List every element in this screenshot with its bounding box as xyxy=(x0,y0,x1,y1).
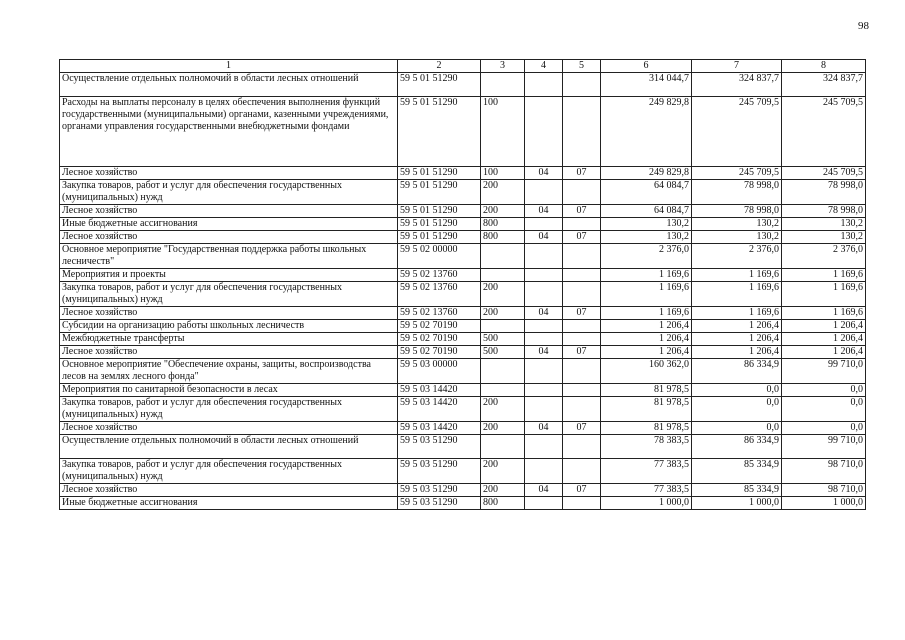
amount-col6-cell: 78 383,5 xyxy=(601,435,692,459)
section-cell xyxy=(525,282,563,307)
amount-col7-cell: 245 709,5 xyxy=(692,167,782,180)
amount-col8-cell: 98 710,0 xyxy=(782,459,866,484)
row-name-cell: Закупка товаров, работ и услуг для обеспечения государственных (муниципальных) нужд xyxy=(60,180,398,205)
amount-col6-cell: 2 376,0 xyxy=(601,244,692,269)
table-row xyxy=(60,180,866,205)
row-name-cell: Иные бюджетные ассигнования xyxy=(60,218,398,231)
expense-type-cell xyxy=(481,73,525,97)
subsection-cell xyxy=(563,497,601,510)
amount-col7-cell: 78 998,0 xyxy=(692,205,782,218)
amount-col7-cell: 245 709,5 xyxy=(692,97,782,167)
target-code-cell: 59 5 01 51290 xyxy=(398,97,481,167)
row-name-cell: Мероприятия и проекты xyxy=(60,269,398,282)
amount-col8-cell: 130,2 xyxy=(782,218,866,231)
amount-col8-cell: 0,0 xyxy=(782,422,866,435)
subsection-cell xyxy=(563,73,601,97)
target-code-cell: 59 5 02 70190 xyxy=(398,346,481,359)
section-cell xyxy=(525,269,563,282)
row-name-cell: Основное мероприятие "Обеспечение охраны, защиты, воспроизводства лесов на землях лесного фонда" xyxy=(60,359,398,384)
amount-col7-cell: 1 169,6 xyxy=(692,307,782,320)
target-code-cell: 59 5 01 51290 xyxy=(398,167,481,180)
amount-col8-cell: 99 710,0 xyxy=(782,435,866,459)
amount-col7-cell: 130,2 xyxy=(692,231,782,244)
amount-col8-cell: 245 709,5 xyxy=(782,167,866,180)
section-cell: 04 xyxy=(525,484,563,497)
amount-col7-cell: 1 169,6 xyxy=(692,282,782,307)
target-code-cell: 59 5 02 13760 xyxy=(398,282,481,307)
amount-col6-cell: 81 978,5 xyxy=(601,384,692,397)
section-cell xyxy=(525,97,563,167)
table-row xyxy=(60,73,866,97)
target-code-cell: 59 5 03 51290 xyxy=(398,497,481,510)
amount-col6-cell: 1 206,4 xyxy=(601,320,692,333)
expense-type-cell xyxy=(481,359,525,384)
amount-col7-cell: 86 334,9 xyxy=(692,359,782,384)
target-code-cell: 59 5 01 51290 xyxy=(398,205,481,218)
subsection-cell xyxy=(563,320,601,333)
target-code-cell: 59 5 03 14420 xyxy=(398,422,481,435)
subsection-cell: 07 xyxy=(563,205,601,218)
amount-col8-cell: 324 837,7 xyxy=(782,73,866,97)
expense-type-cell xyxy=(481,269,525,282)
expense-type-cell: 800 xyxy=(481,497,525,510)
page-number: 98 xyxy=(858,20,869,32)
table-row xyxy=(60,244,866,269)
table-row xyxy=(60,359,866,384)
expense-type-cell xyxy=(481,244,525,269)
subsection-cell xyxy=(563,180,601,205)
target-code-cell: 59 5 03 51290 xyxy=(398,484,481,497)
table-row xyxy=(60,422,866,435)
expense-type-cell xyxy=(481,435,525,459)
amount-col6-cell: 77 383,5 xyxy=(601,484,692,497)
row-name-cell: Осуществление отдельных полномочий в области лесных отношений xyxy=(60,435,398,459)
amount-col7-cell: 2 376,0 xyxy=(692,244,782,269)
amount-col8-cell: 1 000,0 xyxy=(782,497,866,510)
target-code-cell: 59 5 01 51290 xyxy=(398,180,481,205)
amount-col7-cell: 0,0 xyxy=(692,397,782,422)
row-name-cell: Субсидии на организацию работы школьных лесничеств xyxy=(60,320,398,333)
subsection-cell: 07 xyxy=(563,346,601,359)
section-cell xyxy=(525,320,563,333)
section-cell: 04 xyxy=(525,167,563,180)
amount-col7-cell: 0,0 xyxy=(692,384,782,397)
row-name-cell: Межбюджетные трансферты xyxy=(60,333,398,346)
amount-col7-cell: 1 206,4 xyxy=(692,346,782,359)
row-name-cell: Иные бюджетные ассигнования xyxy=(60,497,398,510)
amount-col6-cell: 314 044,7 xyxy=(601,73,692,97)
row-name-cell: Закупка товаров, работ и услуг для обеспечения государственных (муниципальных) нужд xyxy=(60,397,398,422)
section-cell: 04 xyxy=(525,346,563,359)
section-cell: 04 xyxy=(525,422,563,435)
expense-type-cell: 500 xyxy=(481,333,525,346)
column-header: 3 xyxy=(481,60,525,73)
subsection-cell xyxy=(563,333,601,346)
subsection-cell xyxy=(563,459,601,484)
expense-type-cell xyxy=(481,384,525,397)
amount-col8-cell: 78 998,0 xyxy=(782,205,866,218)
subsection-cell xyxy=(563,282,601,307)
expense-type-cell: 200 xyxy=(481,282,525,307)
section-cell: 04 xyxy=(525,307,563,320)
expense-type-cell: 200 xyxy=(481,459,525,484)
amount-col6-cell: 249 829,8 xyxy=(601,97,692,167)
amount-col8-cell: 1 206,4 xyxy=(782,320,866,333)
row-name-cell: Закупка товаров, работ и услуг для обеспечения государственных (муниципальных) нужд xyxy=(60,282,398,307)
subsection-cell xyxy=(563,397,601,422)
subsection-cell xyxy=(563,384,601,397)
table-row xyxy=(60,333,866,346)
section-cell xyxy=(525,497,563,510)
table-row xyxy=(60,231,866,244)
table-row xyxy=(60,459,866,484)
amount-col6-cell: 64 084,7 xyxy=(601,205,692,218)
amount-col8-cell: 1 169,6 xyxy=(782,269,866,282)
subsection-cell xyxy=(563,218,601,231)
row-name-cell: Лесное хозяйство xyxy=(60,167,398,180)
subsection-cell xyxy=(563,359,601,384)
target-code-cell: 59 5 03 14420 xyxy=(398,384,481,397)
amount-col6-cell: 1 169,6 xyxy=(601,269,692,282)
amount-col7-cell: 130,2 xyxy=(692,218,782,231)
target-code-cell: 59 5 02 70190 xyxy=(398,320,481,333)
amount-col8-cell: 245 709,5 xyxy=(782,97,866,167)
expense-type-cell xyxy=(481,320,525,333)
expense-type-cell: 800 xyxy=(481,218,525,231)
section-cell: 04 xyxy=(525,205,563,218)
table-body xyxy=(60,60,866,510)
column-header: 7 xyxy=(692,60,782,73)
subsection-cell: 07 xyxy=(563,231,601,244)
column-header: 1 xyxy=(60,60,398,73)
amount-col6-cell: 160 362,0 xyxy=(601,359,692,384)
section-cell xyxy=(525,180,563,205)
target-code-cell: 59 5 01 51290 xyxy=(398,231,481,244)
amount-col7-cell: 324 837,7 xyxy=(692,73,782,97)
table-row xyxy=(60,397,866,422)
column-header: 5 xyxy=(563,60,601,73)
amount-col6-cell: 1 206,4 xyxy=(601,333,692,346)
amount-col7-cell: 86 334,9 xyxy=(692,435,782,459)
target-code-cell: 59 5 01 51290 xyxy=(398,218,481,231)
amount-col6-cell: 81 978,5 xyxy=(601,422,692,435)
row-name-cell: Закупка товаров, работ и услуг для обеспечения государственных (муниципальных) нужд xyxy=(60,459,398,484)
amount-col7-cell: 1 206,4 xyxy=(692,333,782,346)
table-row xyxy=(60,320,866,333)
row-name-cell: Мероприятия по санитарной безопасности в лесах xyxy=(60,384,398,397)
expense-type-cell: 200 xyxy=(481,205,525,218)
amount-col8-cell: 130,2 xyxy=(782,231,866,244)
amount-col7-cell: 1 000,0 xyxy=(692,497,782,510)
amount-col7-cell: 78 998,0 xyxy=(692,180,782,205)
expense-type-cell: 200 xyxy=(481,397,525,422)
amount-col6-cell: 77 383,5 xyxy=(601,459,692,484)
row-name-cell: Лесное хозяйство xyxy=(60,231,398,244)
table-row xyxy=(60,384,866,397)
amount-col7-cell: 1 169,6 xyxy=(692,269,782,282)
expense-type-cell: 500 xyxy=(481,346,525,359)
section-cell xyxy=(525,73,563,97)
amount-col6-cell: 1 000,0 xyxy=(601,497,692,510)
amount-col8-cell: 98 710,0 xyxy=(782,484,866,497)
expense-type-cell: 200 xyxy=(481,484,525,497)
table-row xyxy=(60,282,866,307)
subsection-cell xyxy=(563,97,601,167)
amount-col7-cell: 0,0 xyxy=(692,422,782,435)
target-code-cell: 59 5 03 51290 xyxy=(398,459,481,484)
amount-col8-cell: 1 206,4 xyxy=(782,346,866,359)
amount-col8-cell: 0,0 xyxy=(782,397,866,422)
column-header: 2 xyxy=(398,60,481,73)
amount-col6-cell: 1 169,6 xyxy=(601,282,692,307)
expense-type-cell: 100 xyxy=(481,97,525,167)
expense-type-cell: 800 xyxy=(481,231,525,244)
amount-col6-cell: 81 978,5 xyxy=(601,397,692,422)
amount-col8-cell: 78 998,0 xyxy=(782,180,866,205)
amount-col6-cell: 1 169,6 xyxy=(601,307,692,320)
section-cell xyxy=(525,459,563,484)
subsection-cell xyxy=(563,244,601,269)
column-header: 8 xyxy=(782,60,866,73)
expense-type-cell: 200 xyxy=(481,180,525,205)
amount-col6-cell: 64 084,7 xyxy=(601,180,692,205)
target-code-cell: 59 5 02 13760 xyxy=(398,269,481,282)
subsection-cell: 07 xyxy=(563,307,601,320)
amount-col7-cell: 85 334,9 xyxy=(692,459,782,484)
table-row xyxy=(60,435,866,459)
target-code-cell: 59 5 02 00000 xyxy=(398,244,481,269)
amount-col7-cell: 85 334,9 xyxy=(692,484,782,497)
target-code-cell: 59 5 02 70190 xyxy=(398,333,481,346)
expense-type-cell: 200 xyxy=(481,307,525,320)
row-name-cell: Лесное хозяйство xyxy=(60,205,398,218)
table-row xyxy=(60,307,866,320)
amount-col6-cell: 130,2 xyxy=(601,218,692,231)
section-cell xyxy=(525,435,563,459)
table-row xyxy=(60,167,866,180)
target-code-cell: 59 5 03 00000 xyxy=(398,359,481,384)
row-name-cell: Лесное хозяйство xyxy=(60,484,398,497)
section-cell xyxy=(525,359,563,384)
section-cell: 04 xyxy=(525,231,563,244)
table-row xyxy=(60,218,866,231)
amount-col6-cell: 1 206,4 xyxy=(601,346,692,359)
target-code-cell: 59 5 02 13760 xyxy=(398,307,481,320)
table-row xyxy=(60,269,866,282)
subsection-cell xyxy=(563,269,601,282)
amount-col8-cell: 1 206,4 xyxy=(782,333,866,346)
amount-col7-cell: 1 206,4 xyxy=(692,320,782,333)
section-cell xyxy=(525,244,563,269)
amount-col8-cell: 99 710,0 xyxy=(782,359,866,384)
amount-col8-cell: 2 376,0 xyxy=(782,244,866,269)
row-name-cell: Расходы на выплаты персоналу в целях обеспечения выполнения функций государственными (муниципальными) органами, казенными учреждениями, органами управления государственными внебюджетными фондами xyxy=(60,97,398,167)
table-row xyxy=(60,346,866,359)
amount-col8-cell: 0,0 xyxy=(782,384,866,397)
subsection-cell: 07 xyxy=(563,422,601,435)
amount-col8-cell: 1 169,6 xyxy=(782,282,866,307)
target-code-cell: 59 5 03 51290 xyxy=(398,435,481,459)
section-cell xyxy=(525,218,563,231)
amount-col6-cell: 249 829,8 xyxy=(601,167,692,180)
target-code-cell: 59 5 03 14420 xyxy=(398,397,481,422)
amount-col6-cell: 130,2 xyxy=(601,231,692,244)
expense-type-cell: 100 xyxy=(481,167,525,180)
section-cell xyxy=(525,397,563,422)
row-name-cell: Основное мероприятие "Государственная поддержка работы школьных лесничеств" xyxy=(60,244,398,269)
expense-type-cell: 200 xyxy=(481,422,525,435)
table-header-row xyxy=(60,60,866,73)
table-row xyxy=(60,484,866,497)
subsection-cell: 07 xyxy=(563,484,601,497)
table-row xyxy=(60,497,866,510)
section-cell xyxy=(525,384,563,397)
subsection-cell: 07 xyxy=(563,167,601,180)
target-code-cell: 59 5 01 51290 xyxy=(398,73,481,97)
row-name-cell: Лесное хозяйство xyxy=(60,307,398,320)
section-cell xyxy=(525,333,563,346)
budget-table xyxy=(59,59,866,510)
table-row xyxy=(60,97,866,167)
column-header: 4 xyxy=(525,60,563,73)
amount-col8-cell: 1 169,6 xyxy=(782,307,866,320)
subsection-cell xyxy=(563,435,601,459)
column-header: 6 xyxy=(601,60,692,73)
row-name-cell: Осуществление отдельных полномочий в области лесных отношений xyxy=(60,73,398,97)
row-name-cell: Лесное хозяйство xyxy=(60,422,398,435)
table-row xyxy=(60,205,866,218)
row-name-cell: Лесное хозяйство xyxy=(60,346,398,359)
